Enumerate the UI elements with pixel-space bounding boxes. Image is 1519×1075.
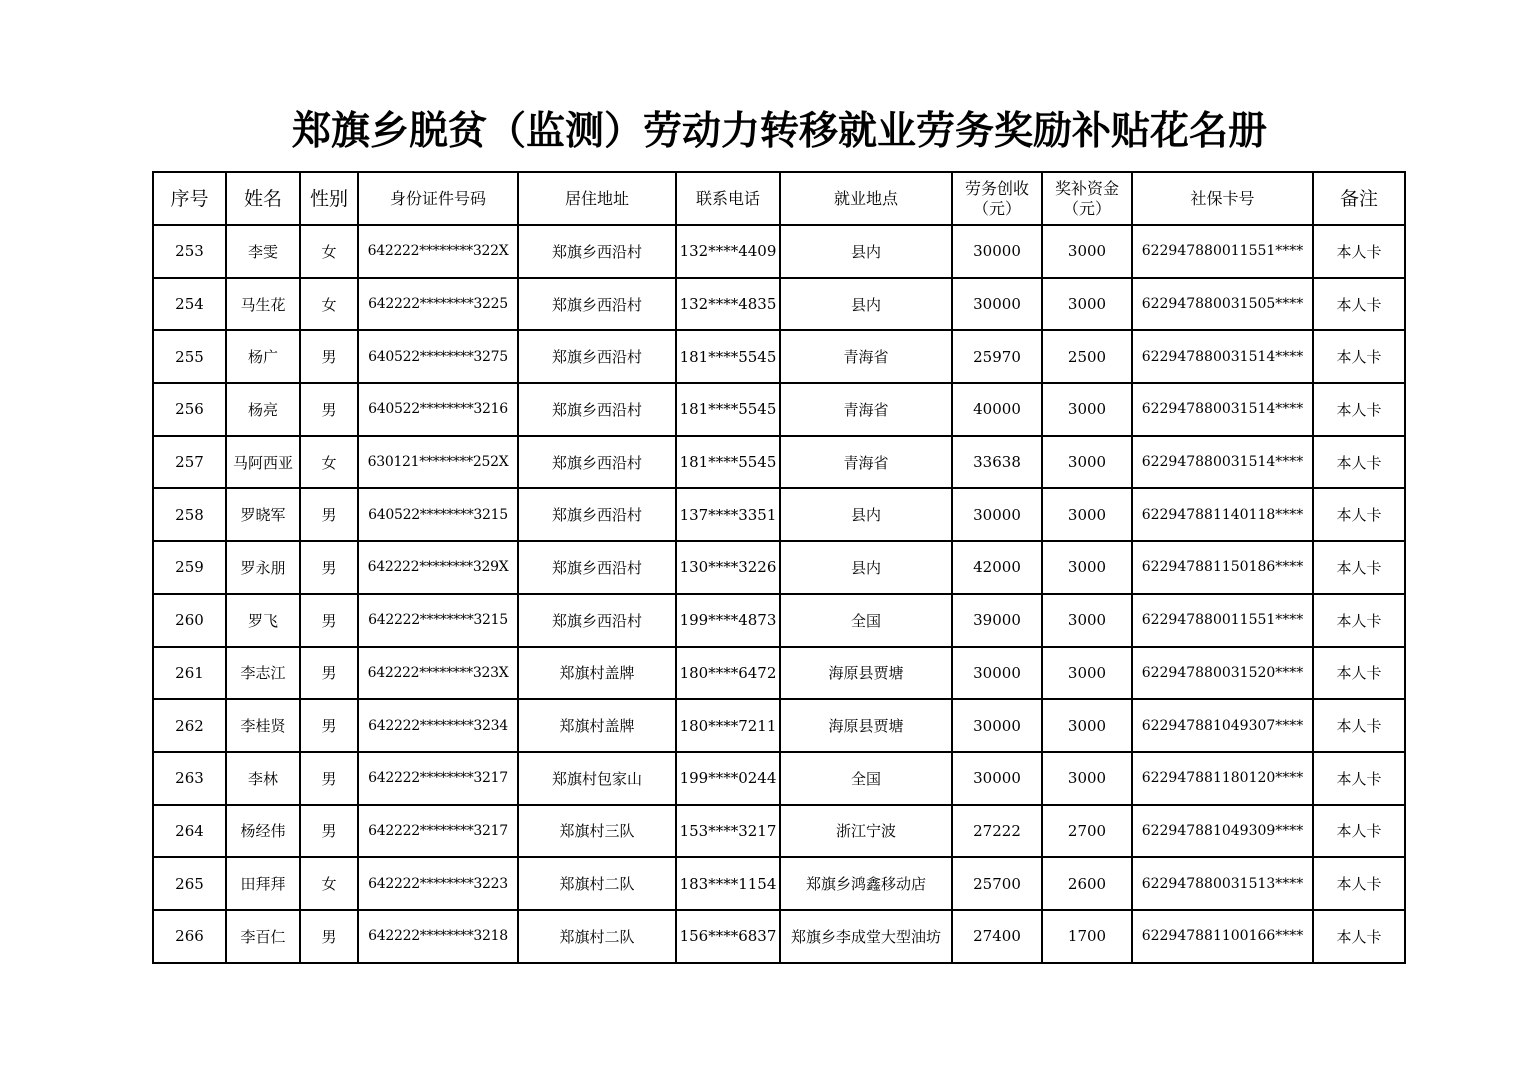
cell-address: 郑旗乡西沿村 bbox=[518, 594, 676, 647]
cell-phone: 181****5545 bbox=[676, 436, 780, 489]
cell-subsidy: 3000 bbox=[1042, 594, 1132, 647]
cell-name: 李桂贤 bbox=[226, 699, 300, 752]
header-income-label: 劳务创收 bbox=[964, 178, 1029, 198]
cell-subsidy: 3000 bbox=[1042, 436, 1132, 489]
cell-address: 郑旗乡西沿村 bbox=[518, 541, 676, 594]
cell-seq: 254 bbox=[153, 278, 226, 331]
cell-income: 30000 bbox=[952, 752, 1042, 805]
cell-name: 杨亮 bbox=[226, 383, 300, 436]
cell-note: 本人卡 bbox=[1313, 647, 1405, 700]
cell-phone: 132****4409 bbox=[676, 225, 780, 278]
cell-id-number: 640522********3216 bbox=[358, 383, 518, 436]
cell-name: 马阿西亚 bbox=[226, 436, 300, 489]
cell-card-number: 622947880031513**** bbox=[1132, 857, 1313, 910]
cell-address: 郑旗村二队 bbox=[518, 910, 676, 963]
cell-subsidy: 3000 bbox=[1042, 278, 1132, 331]
cell-phone: 181****5545 bbox=[676, 383, 780, 436]
cell-workplace: 青海省 bbox=[780, 436, 952, 489]
table-row bbox=[153, 383, 1405, 436]
table-row bbox=[153, 647, 1405, 700]
cell-note: 本人卡 bbox=[1313, 541, 1405, 594]
cell-id-number: 642222********3217 bbox=[358, 805, 518, 858]
cell-phone: 137****3351 bbox=[676, 488, 780, 541]
cell-name: 罗晓军 bbox=[226, 488, 300, 541]
cell-seq: 253 bbox=[153, 225, 226, 278]
cell-subsidy: 1700 bbox=[1042, 910, 1132, 963]
cell-name: 李雯 bbox=[226, 225, 300, 278]
cell-workplace: 县内 bbox=[780, 225, 952, 278]
cell-income: 25970 bbox=[952, 330, 1042, 383]
header-address: 居住地址 bbox=[518, 172, 676, 225]
cell-id-number: 642222********3218 bbox=[358, 910, 518, 963]
table-row bbox=[153, 699, 1405, 752]
cell-address: 郑旗乡西沿村 bbox=[518, 488, 676, 541]
cell-gender: 男 bbox=[300, 805, 358, 858]
table-row bbox=[153, 225, 1405, 278]
cell-workplace: 浙江宁波 bbox=[780, 805, 952, 858]
table-row bbox=[153, 910, 1405, 963]
cell-seq: 260 bbox=[153, 594, 226, 647]
header-card: 社保卡号 bbox=[1132, 172, 1313, 225]
page-title: 郑旗乡脱贫（监测）劳动力转移就业劳务奖励补贴花名册 bbox=[291, 109, 1267, 154]
header-income-unit: （元） bbox=[972, 198, 1021, 218]
cell-phone: 156****6837 bbox=[676, 910, 780, 963]
header-note: 备注 bbox=[1313, 172, 1405, 225]
table-row bbox=[153, 805, 1405, 858]
cell-name: 杨经伟 bbox=[226, 805, 300, 858]
cell-subsidy: 3000 bbox=[1042, 752, 1132, 805]
cell-card-number: 622947881140118**** bbox=[1132, 488, 1313, 541]
cell-card-number: 622947880011551**** bbox=[1132, 225, 1313, 278]
cell-subsidy: 3000 bbox=[1042, 647, 1132, 700]
header-row bbox=[153, 172, 1405, 225]
cell-note: 本人卡 bbox=[1313, 910, 1405, 963]
cell-phone: 180****6472 bbox=[676, 647, 780, 700]
cell-gender: 男 bbox=[300, 488, 358, 541]
cell-id-number: 640522********3275 bbox=[358, 330, 518, 383]
cell-id-number: 642222********3225 bbox=[358, 278, 518, 331]
cell-gender: 男 bbox=[300, 699, 358, 752]
header-subsidy bbox=[1042, 172, 1132, 225]
cell-note: 本人卡 bbox=[1313, 752, 1405, 805]
cell-id-number: 642222********329X bbox=[358, 541, 518, 594]
cell-address: 郑旗村三队 bbox=[518, 805, 676, 858]
cell-id-number: 630121********252X bbox=[358, 436, 518, 489]
cell-subsidy: 2600 bbox=[1042, 857, 1132, 910]
cell-seq: 255 bbox=[153, 330, 226, 383]
cell-phone: 153****3217 bbox=[676, 805, 780, 858]
cell-card-number: 622947880031514**** bbox=[1132, 436, 1313, 489]
cell-phone: 130****3226 bbox=[676, 541, 780, 594]
cell-id-number: 642222********3217 bbox=[358, 752, 518, 805]
cell-name: 罗永朋 bbox=[226, 541, 300, 594]
cell-workplace: 郑旗乡李成堂大型油坊 bbox=[780, 910, 952, 963]
cell-seq: 263 bbox=[153, 752, 226, 805]
cell-seq: 259 bbox=[153, 541, 226, 594]
header-phone: 联系电话 bbox=[676, 172, 780, 225]
cell-gender: 女 bbox=[300, 857, 358, 910]
cell-gender: 男 bbox=[300, 647, 358, 700]
cell-card-number: 622947881150186**** bbox=[1132, 541, 1313, 594]
cell-workplace: 青海省 bbox=[780, 383, 952, 436]
table-row bbox=[153, 488, 1405, 541]
cell-note: 本人卡 bbox=[1313, 278, 1405, 331]
cell-income: 27222 bbox=[952, 805, 1042, 858]
cell-id-number: 642222********3215 bbox=[358, 594, 518, 647]
table-row bbox=[153, 752, 1405, 805]
cell-subsidy: 2700 bbox=[1042, 805, 1132, 858]
cell-gender: 男 bbox=[300, 594, 358, 647]
header-id: 身份证件号码 bbox=[358, 172, 518, 225]
cell-address: 郑旗乡西沿村 bbox=[518, 383, 676, 436]
header-gender: 性别 bbox=[300, 172, 358, 225]
cell-card-number: 622947881180120**** bbox=[1132, 752, 1313, 805]
header-subsidy-unit: （元） bbox=[1062, 198, 1111, 218]
cell-gender: 男 bbox=[300, 383, 358, 436]
cell-card-number: 622947880031505**** bbox=[1132, 278, 1313, 331]
cell-card-number: 622947881049307**** bbox=[1132, 699, 1313, 752]
cell-income: 42000 bbox=[952, 541, 1042, 594]
cell-gender: 男 bbox=[300, 752, 358, 805]
cell-workplace: 县内 bbox=[780, 278, 952, 331]
cell-note: 本人卡 bbox=[1313, 383, 1405, 436]
cell-workplace: 全国 bbox=[780, 594, 952, 647]
cell-name: 李百仁 bbox=[226, 910, 300, 963]
cell-seq: 266 bbox=[153, 910, 226, 963]
cell-seq: 257 bbox=[153, 436, 226, 489]
cell-phone: 132****4835 bbox=[676, 278, 780, 331]
table-row bbox=[153, 594, 1405, 647]
cell-note: 本人卡 bbox=[1313, 857, 1405, 910]
table-header bbox=[153, 172, 1405, 225]
cell-id-number: 642222********3223 bbox=[358, 857, 518, 910]
cell-name: 田拜拜 bbox=[226, 857, 300, 910]
cell-subsidy: 3000 bbox=[1042, 383, 1132, 436]
cell-name: 罗飞 bbox=[226, 594, 300, 647]
cell-subsidy: 3000 bbox=[1042, 699, 1132, 752]
cell-seq: 264 bbox=[153, 805, 226, 858]
cell-note: 本人卡 bbox=[1313, 699, 1405, 752]
cell-address: 郑旗乡西沿村 bbox=[518, 278, 676, 331]
header-workplace: 就业地点 bbox=[780, 172, 952, 225]
cell-address: 郑旗乡西沿村 bbox=[518, 436, 676, 489]
cell-workplace: 郑旗乡鸿鑫移动店 bbox=[780, 857, 952, 910]
cell-gender: 女 bbox=[300, 278, 358, 331]
cell-gender: 男 bbox=[300, 330, 358, 383]
cell-note: 本人卡 bbox=[1313, 225, 1405, 278]
table-row bbox=[153, 541, 1405, 594]
cell-phone: 199****4873 bbox=[676, 594, 780, 647]
cell-name: 杨广 bbox=[226, 330, 300, 383]
cell-gender: 女 bbox=[300, 436, 358, 489]
cell-note: 本人卡 bbox=[1313, 594, 1405, 647]
cell-workplace: 青海省 bbox=[780, 330, 952, 383]
cell-id-number: 642222********3234 bbox=[358, 699, 518, 752]
header-subsidy-label: 奖补资金 bbox=[1054, 178, 1119, 198]
cell-gender: 女 bbox=[300, 225, 358, 278]
cell-workplace: 海原县贾塘 bbox=[780, 699, 952, 752]
cell-income: 25700 bbox=[952, 857, 1042, 910]
roster-table bbox=[152, 171, 1406, 964]
cell-workplace: 海原县贾塘 bbox=[780, 647, 952, 700]
cell-seq: 261 bbox=[153, 647, 226, 700]
cell-gender: 男 bbox=[300, 541, 358, 594]
table-row bbox=[153, 278, 1405, 331]
table-row bbox=[153, 857, 1405, 910]
cell-income: 27400 bbox=[952, 910, 1042, 963]
cell-workplace: 县内 bbox=[780, 488, 952, 541]
cell-seq: 265 bbox=[153, 857, 226, 910]
cell-income: 40000 bbox=[952, 383, 1042, 436]
cell-id-number: 642222********323X bbox=[358, 647, 518, 700]
cell-income: 30000 bbox=[952, 488, 1042, 541]
cell-note: 本人卡 bbox=[1313, 488, 1405, 541]
table-row bbox=[153, 436, 1405, 489]
cell-workplace: 县内 bbox=[780, 541, 952, 594]
header-income bbox=[952, 172, 1042, 225]
cell-name: 李林 bbox=[226, 752, 300, 805]
cell-subsidy: 2500 bbox=[1042, 330, 1132, 383]
cell-phone: 180****7211 bbox=[676, 699, 780, 752]
header-name: 姓名 bbox=[226, 172, 300, 225]
cell-address: 郑旗村二队 bbox=[518, 857, 676, 910]
cell-address: 郑旗乡西沿村 bbox=[518, 225, 676, 278]
cell-name: 马生花 bbox=[226, 278, 300, 331]
table-body bbox=[153, 225, 1405, 963]
cell-card-number: 622947881100166**** bbox=[1132, 910, 1313, 963]
cell-phone: 183****1154 bbox=[676, 857, 780, 910]
cell-seq: 256 bbox=[153, 383, 226, 436]
cell-income: 30000 bbox=[952, 647, 1042, 700]
cell-subsidy: 3000 bbox=[1042, 225, 1132, 278]
cell-card-number: 622947880011551**** bbox=[1132, 594, 1313, 647]
cell-address: 郑旗村盖牌 bbox=[518, 699, 676, 752]
cell-note: 本人卡 bbox=[1313, 330, 1405, 383]
cell-seq: 258 bbox=[153, 488, 226, 541]
cell-name: 李志江 bbox=[226, 647, 300, 700]
cell-id-number: 642222********322X bbox=[358, 225, 518, 278]
cell-address: 郑旗村包家山 bbox=[518, 752, 676, 805]
cell-card-number: 622947880031514**** bbox=[1132, 330, 1313, 383]
cell-card-number: 622947880031520**** bbox=[1132, 647, 1313, 700]
cell-workplace: 全国 bbox=[780, 752, 952, 805]
cell-note: 本人卡 bbox=[1313, 805, 1405, 858]
cell-address: 郑旗村盖牌 bbox=[518, 647, 676, 700]
cell-card-number: 622947881049309**** bbox=[1132, 805, 1313, 858]
cell-seq: 262 bbox=[153, 699, 226, 752]
cell-income: 30000 bbox=[952, 278, 1042, 331]
cell-note: 本人卡 bbox=[1313, 436, 1405, 489]
cell-income: 30000 bbox=[952, 225, 1042, 278]
header-seq: 序号 bbox=[153, 172, 226, 225]
cell-card-number: 622947880031514**** bbox=[1132, 383, 1313, 436]
table-row bbox=[153, 330, 1405, 383]
cell-income: 30000 bbox=[952, 699, 1042, 752]
cell-subsidy: 3000 bbox=[1042, 488, 1132, 541]
cell-gender: 男 bbox=[300, 910, 358, 963]
cell-income: 39000 bbox=[952, 594, 1042, 647]
cell-address: 郑旗乡西沿村 bbox=[518, 330, 676, 383]
cell-phone: 199****0244 bbox=[676, 752, 780, 805]
cell-income: 33638 bbox=[952, 436, 1042, 489]
cell-id-number: 640522********3215 bbox=[358, 488, 518, 541]
cell-phone: 181****5545 bbox=[676, 330, 780, 383]
cell-subsidy: 3000 bbox=[1042, 541, 1132, 594]
